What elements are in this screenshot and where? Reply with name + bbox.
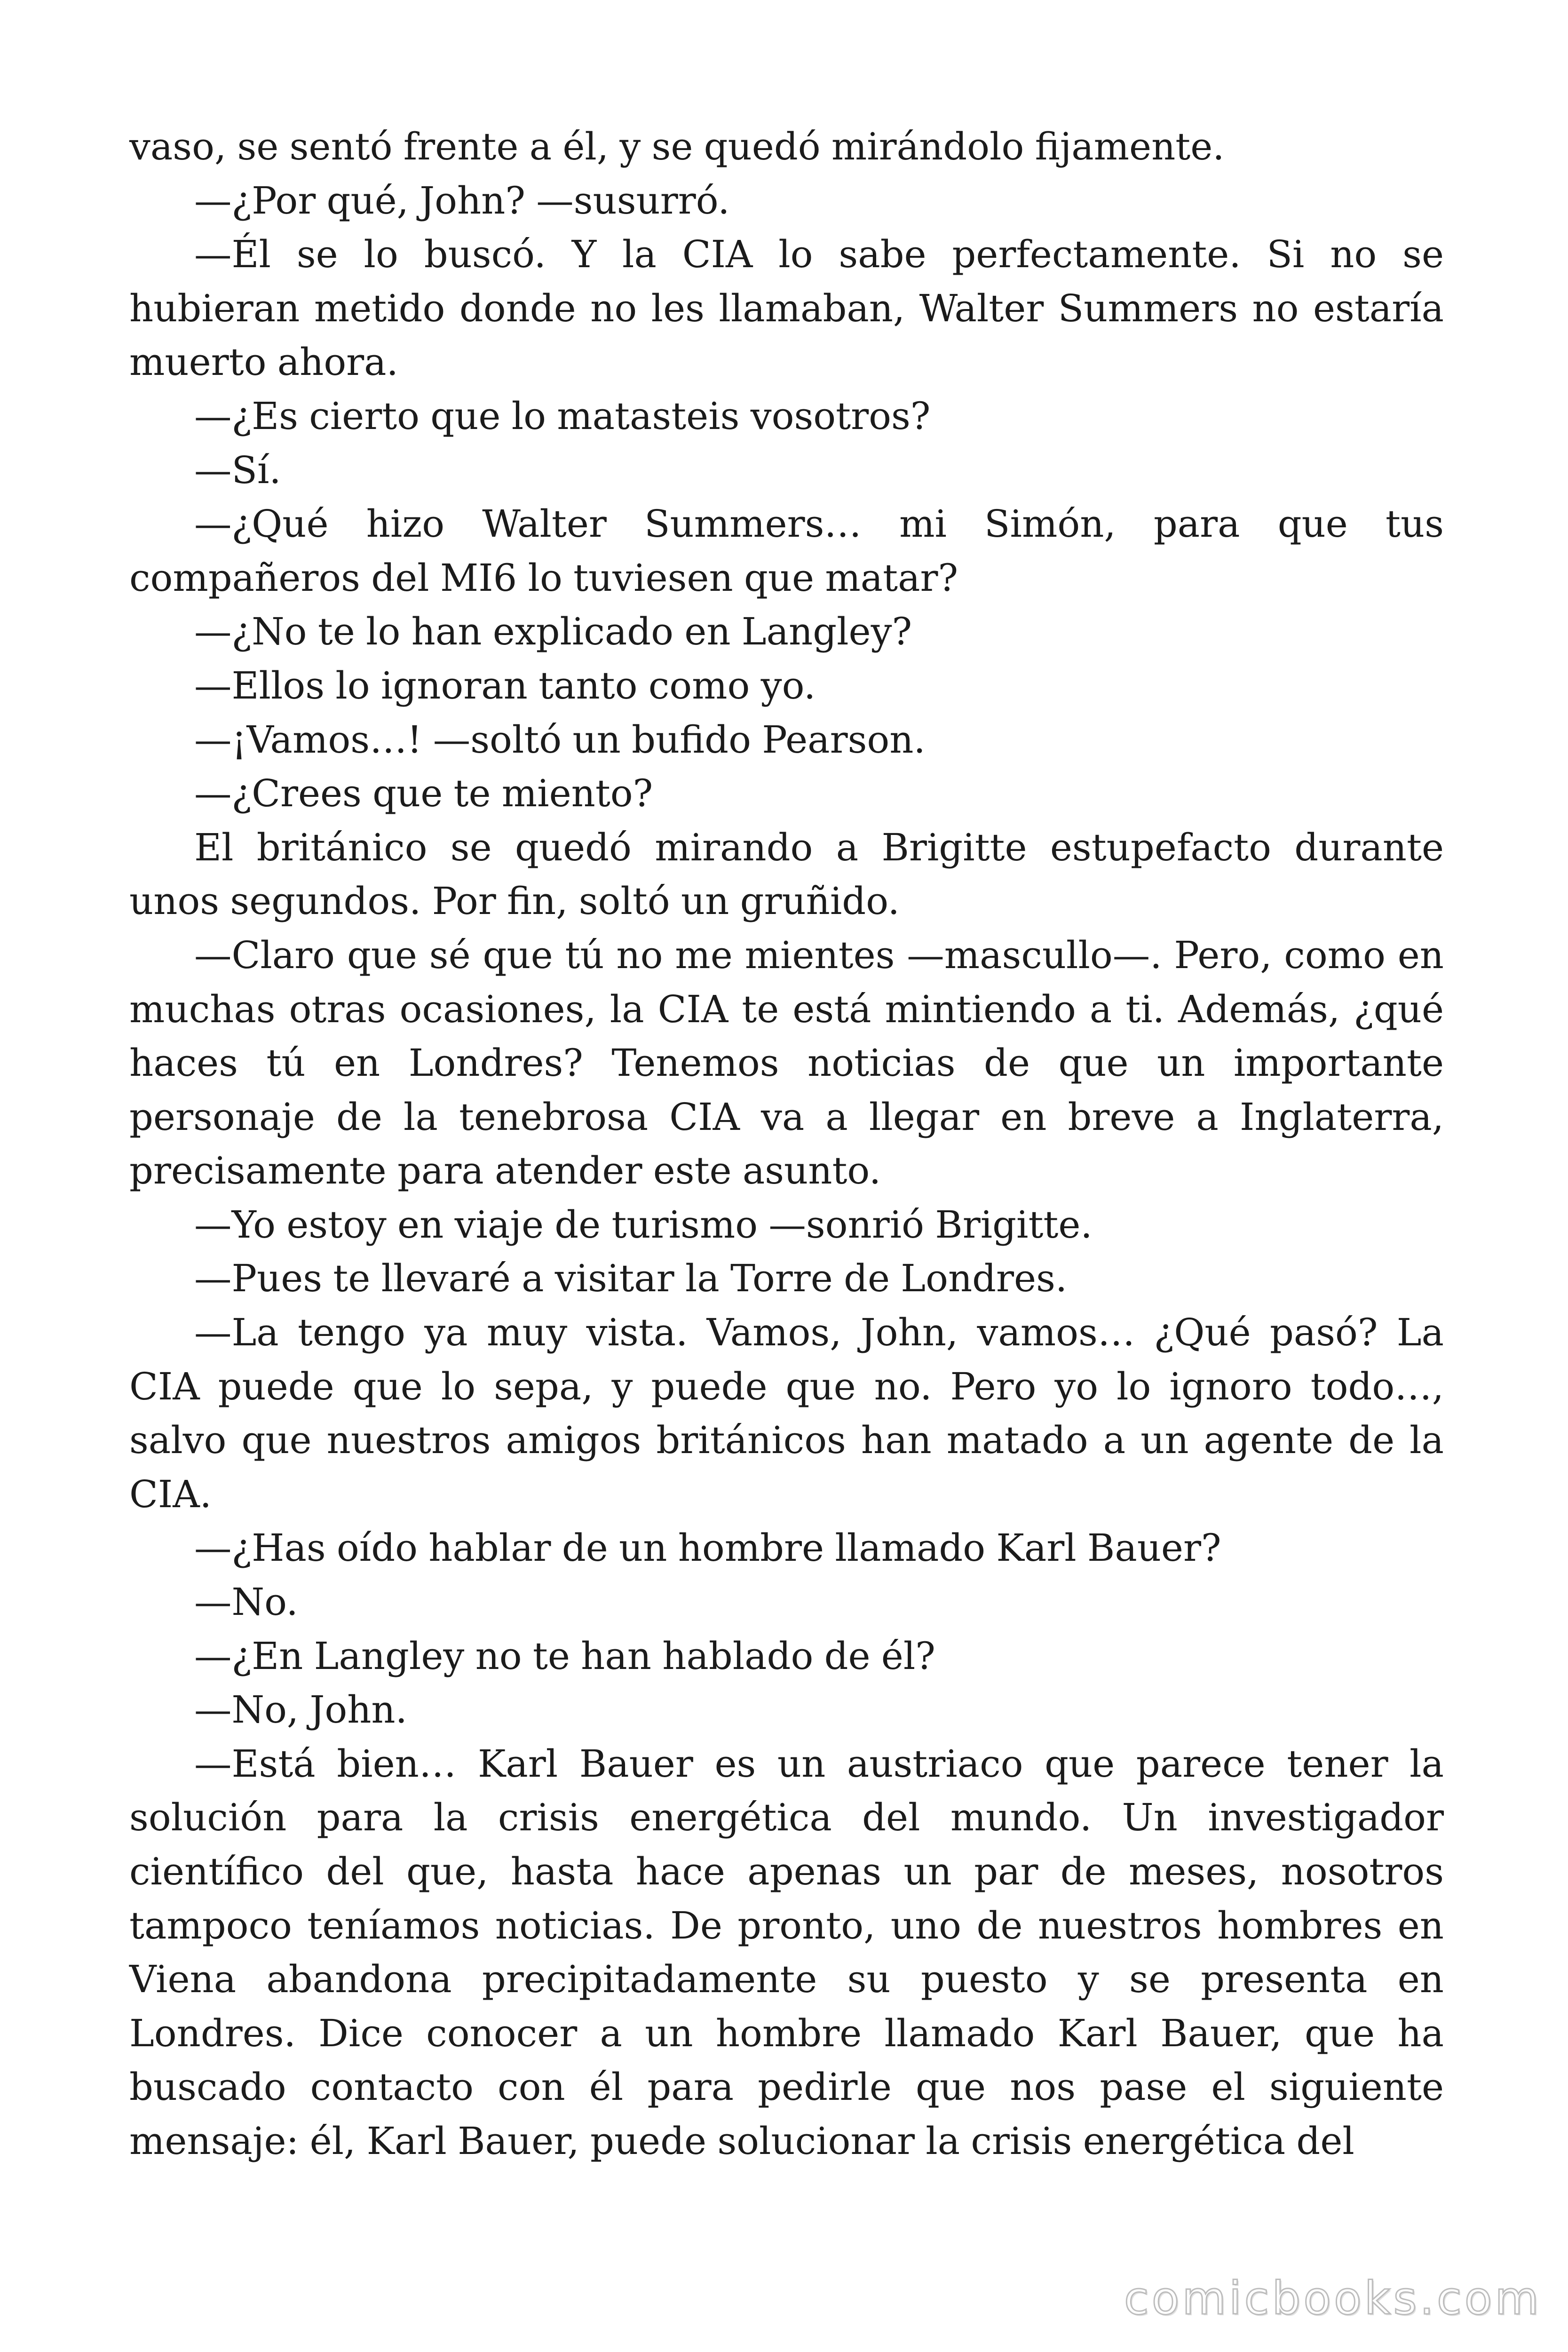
paragraph: —¿No te lo han explicado en Langley?	[194, 610, 912, 654]
paragraph: —¿Es cierto que lo matasteis vosotros?	[194, 394, 931, 438]
paragraph: —Está bien… Karl Bauer es un austriaco que parece tener la solución para la crisis energética del mundo. Un investigador científico del que, hasta hace apenas un par de meses, nosotros tampoco teníamos noticias. De pronto, uno de nuestros hombres en Viena abandona precipitadamente su puesto y se presenta en Londres. Dice conocer a un hombre llamado Karl Bauer, que ha buscado contacto con él para pedirle que nos pase el siguiente mensaje: él, Karl Bauer, puede solucionar la crisis energética del	[129, 1741, 1444, 2163]
paragraph: El británico se quedó mirando a Brigitte estupefacto durante unos segundos. Por fin, soltó un gruñido.	[129, 825, 1444, 923]
paragraph: —Pues te llevaré a visitar la Torre de Londres.	[194, 1256, 1068, 1301]
paragraph: —Claro que sé que tú no me mientes —mascullo—. Pero, como en muchas otras ocasiones, la CIA te está mintiendo a ti. Además, ¿qué haces tú en Londres? Tenemos noticias de que un importante personaje de la tenebrosa CIA va a llegar en breve a Inglaterra, precisamente para atender este asunto.	[129, 933, 1444, 1193]
paragraph: —Él se lo buscó. Y la CIA lo sabe perfectamente. Si no se hubieran metido donde no les llamaban, Walter Summers no estaría muerto ahora.	[129, 232, 1444, 384]
paragraph: —No, John.	[194, 1688, 407, 1732]
paragraph: —La tengo ya muy vista. Vamos, John, vamos… ¿Qué pasó? La CIA puede que lo sepa, y puede que no. Pero yo lo ignoro todo…, salvo que nuestros amigos británicos han matado a un agente de la CIA.	[129, 1311, 1444, 1516]
paragraph: —Sí.	[194, 448, 281, 492]
paragraph: —¿En Langley no te han hablado de él?	[194, 1634, 935, 1678]
paragraph: vaso, se sentó frente a él, y se quedó mirándolo fijamente.	[129, 125, 1225, 168]
paragraph: —¿Por qué, John? —susurró.	[194, 178, 730, 222]
paragraph: —¿Has oído hablar de un hombre llamado Karl Bauer?	[194, 1526, 1221, 1570]
book-page-body	[129, 120, 1444, 2169]
paragraph: —No.	[194, 1580, 298, 1624]
paragraph: —¡Vamos…! —soltó un bufido Pearson.	[194, 717, 926, 762]
paragraph: —¿Crees que te miento?	[194, 771, 653, 816]
watermark-logo: comicbooks.com	[1124, 2272, 1542, 2325]
paragraph: —Yo estoy en viaje de turismo —sonrió Brigitte.	[194, 1202, 1093, 1247]
paragraph: —¿Qué hizo Walter Summers… mi Simón, para que tus compañeros del MI6 lo tuviesen que matar?	[129, 502, 1444, 600]
paragraph: —Ellos lo ignoran tanto como yo.	[194, 663, 816, 707]
